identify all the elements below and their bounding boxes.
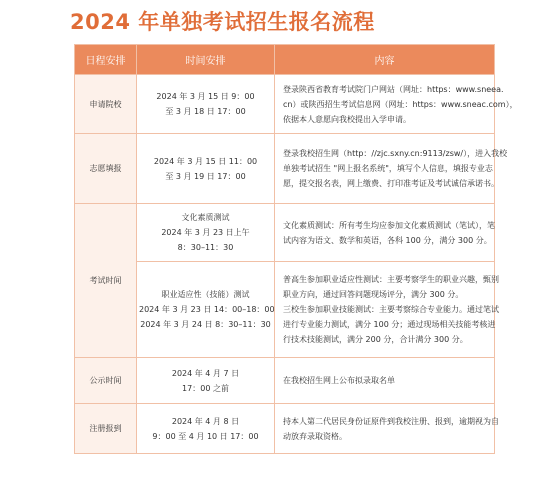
content-line: 单独考试招生 "网上报名系统"，填写个人信息，填报专业志	[283, 164, 493, 173]
header-time: 时间安排	[137, 45, 275, 75]
content-cell	[275, 134, 508, 204]
time-line: 2024 年 3 月 23 日 14：00–18：00	[139, 305, 275, 314]
table-row	[75, 134, 495, 204]
content-line: 愿，提交报名表，网上缴费、打印准考证及考试诚信承诺书。	[283, 179, 499, 188]
time-cell	[137, 75, 275, 134]
content-line: 持本人第二代居民身份证原件到我校注册、报到，逾期视为自	[283, 416, 499, 426]
content-cell	[275, 262, 499, 358]
content-line: 登录我校招生网（http：//zjc.sxny.cn:9113/zsw/），进入我校	[283, 149, 508, 158]
content-cell	[275, 75, 518, 134]
table-row	[75, 204, 495, 262]
time-line: 2024 年 4 月 8 日	[171, 416, 240, 426]
time-cell	[137, 204, 275, 262]
time-line: 2024 年 3 月 24 日 8：30–11：30	[140, 320, 271, 329]
time-line: 9：00 至 4 月 10 日 17：00	[152, 431, 259, 441]
stage-label: 申请院校	[75, 75, 137, 134]
content-line: 依据本人意愿向我校提出入学申请。	[283, 114, 411, 124]
content-line: 进行专业能力测试，满分 100 分；通过现场相关技能考核进	[283, 320, 496, 329]
stage-label: 志愿填报	[75, 134, 137, 204]
time-cell	[137, 404, 275, 454]
time-line: 文化素质测试	[181, 213, 230, 222]
table-row	[75, 358, 495, 404]
content-line: 三校生参加职业技能测试：主要考察综合专业能力。通过笔试	[283, 305, 499, 314]
content-line: 动放弃录取资格。	[283, 431, 347, 441]
page-title: 2024 年单独考试招生报名流程	[70, 10, 375, 34]
time-cell	[137, 358, 275, 404]
content-line: 文化素质测试：所有考生均应参加文化素质测试（笔试），笔	[283, 220, 495, 230]
stage-label: 注册报到	[75, 404, 137, 454]
content-line: 职业方向，通过回答问题现场评分，满分 300 分。	[283, 290, 464, 299]
content-cell	[275, 204, 495, 262]
table-row	[75, 262, 495, 358]
time-line: 2024 年 4 月 7 日	[171, 368, 240, 378]
time-line: 2024 年 3 月 15 日 11：00	[153, 156, 258, 166]
header-schedule: 日程安排	[75, 45, 137, 75]
stage-label: 考试时间	[75, 204, 137, 358]
enrollment-schedule-table	[74, 44, 518, 454]
stage-label: 公示时间	[75, 358, 137, 404]
time-line: 2024 年 3 月 15 日 9：00	[156, 92, 255, 101]
time-line: 至 3 月 19 日 17：00	[165, 171, 246, 181]
table-row	[75, 404, 495, 454]
header-content: 内容	[275, 45, 495, 75]
time-line: 职业适应性（技能）测试	[161, 290, 250, 299]
time-line: 2024 年 3 月 23 日上午	[161, 228, 250, 237]
table-row	[75, 75, 495, 134]
time-line: 至 3 月 18 日 17：00	[165, 107, 246, 116]
content-line: 行技术技能测试，满分 200 分，合计满分 300 分。	[283, 335, 468, 344]
content-cell	[275, 358, 495, 404]
content-line: 普高生参加职业适应性测试：主要考察学生的职业兴趣，甄别	[283, 275, 499, 284]
content-line: cn）或陕西招生考试信息网（网址：https：www.sneac.com），	[283, 99, 518, 109]
time-line: 8：30–11：30	[177, 243, 234, 252]
content-cell	[275, 404, 499, 454]
content-line: 试内容为语文、数学和英语，各科 100 分，满分 300 分。	[283, 235, 492, 245]
time-line: 17：00 之前	[182, 383, 229, 393]
content-line: 在我校招生网上公布拟录取名单	[283, 376, 395, 385]
time-cell	[137, 262, 275, 358]
time-cell	[137, 134, 275, 204]
table-header-row	[75, 45, 495, 75]
content-line: 登录陕西省教育考试院门户网站（网址：https：www.sneea.	[283, 84, 504, 94]
